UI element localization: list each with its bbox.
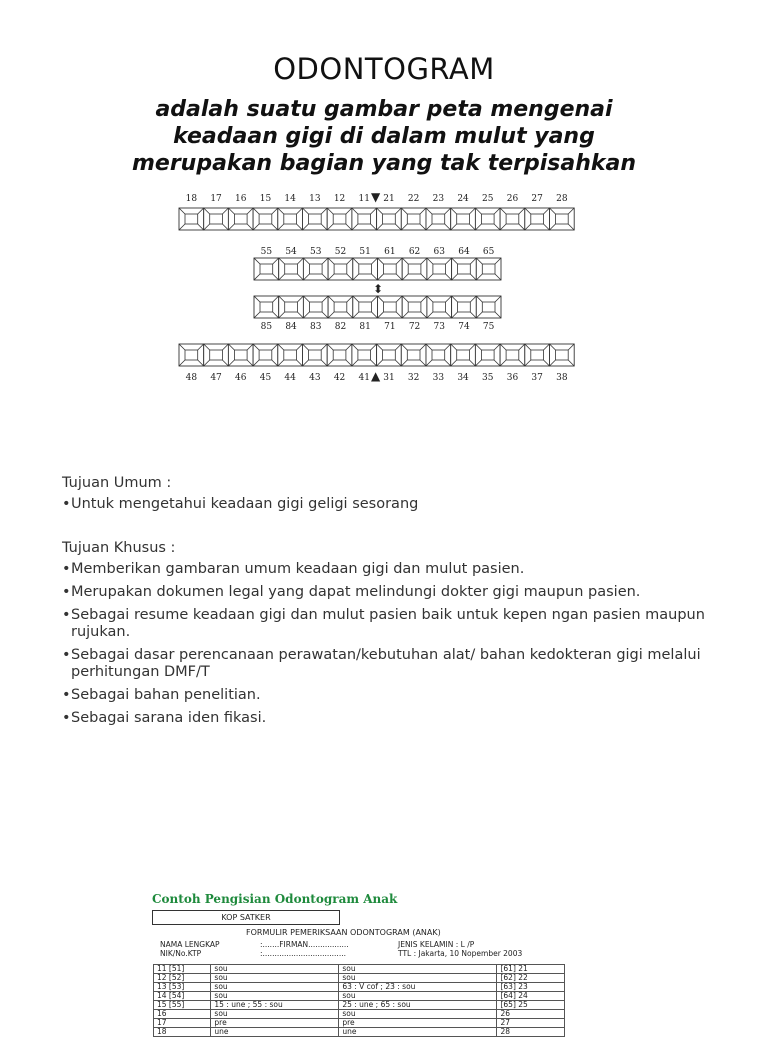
tooth-number: 27 bbox=[531, 194, 543, 204]
tooth-number: 15 bbox=[259, 194, 272, 204]
list-item: • Sebagai resume keadaan gigi dan mulut pasien baik untuk kepen ngan pasien maupun rujukan. bbox=[62, 607, 742, 641]
table-cell: sou bbox=[339, 974, 497, 983]
tooth-number: 83 bbox=[310, 322, 322, 332]
specific-heading: Tujuan Khusus : bbox=[62, 540, 176, 556]
tooth-center bbox=[285, 302, 298, 312]
tooth-center bbox=[359, 264, 372, 274]
odontogram-diagram bbox=[160, 178, 590, 390]
tooth-number: 37 bbox=[531, 373, 543, 383]
tooth-number: 47 bbox=[210, 373, 222, 383]
table-cell: sou bbox=[211, 983, 339, 992]
tooth-center bbox=[285, 264, 298, 274]
tooth-center bbox=[407, 350, 420, 360]
tooth-center bbox=[482, 264, 495, 274]
table-cell: sou bbox=[211, 974, 339, 983]
tooth-center bbox=[482, 302, 495, 312]
content-section bbox=[62, 474, 742, 733]
tooth-center bbox=[309, 302, 322, 312]
tooth-number: 45 bbox=[259, 373, 272, 383]
midline-marker: ▲ bbox=[370, 369, 381, 383]
tooth-number: 51 bbox=[359, 247, 371, 257]
nama-value: :.......FIRMAN................. bbox=[260, 940, 349, 949]
tooth-number: 21 bbox=[383, 194, 395, 204]
tooth-center bbox=[333, 214, 346, 224]
center-marker: ⬍ bbox=[372, 282, 384, 296]
tooth-center bbox=[359, 302, 372, 312]
tooth-number: 44 bbox=[284, 373, 296, 383]
tooth-number: 38 bbox=[556, 373, 568, 383]
tooth-center bbox=[433, 264, 446, 274]
tooth-number: 65 bbox=[482, 247, 495, 257]
tooth-center bbox=[333, 350, 346, 360]
table-cell: 25 : une ; 65 : sou bbox=[339, 1001, 497, 1010]
table-cell: sou bbox=[211, 992, 339, 1001]
tooth-center bbox=[432, 350, 445, 360]
table-cell: 26 bbox=[497, 1010, 565, 1019]
tooth-center bbox=[407, 214, 420, 224]
tooth-number: 73 bbox=[433, 322, 445, 332]
tooth-center bbox=[284, 350, 297, 360]
tooth-number: 72 bbox=[408, 322, 421, 332]
table-cell: 12 [52] bbox=[154, 974, 211, 983]
table-cell: 16 bbox=[154, 1010, 211, 1019]
tooth-number: 32 bbox=[407, 373, 420, 383]
tooth-center bbox=[556, 214, 569, 224]
table-cell: sou bbox=[339, 1010, 497, 1019]
tooth-number: 13 bbox=[309, 194, 321, 204]
tooth-center bbox=[284, 214, 297, 224]
nama-label: NAMA LENGKAP bbox=[160, 940, 220, 949]
table-cell: 15 : une ; 55 : sou bbox=[211, 1001, 339, 1010]
subtitle-area bbox=[0, 96, 768, 178]
tooth-center bbox=[408, 264, 421, 274]
list-item: • Memberikan gambaran umum keadaan gigi dan mulut pasien. bbox=[62, 561, 742, 578]
tooth-center bbox=[481, 214, 494, 224]
table-cell: [64] 24 bbox=[497, 992, 565, 1001]
tooth-center bbox=[259, 350, 272, 360]
form-heading: FORMULIR PEMERIKSAAN ODONTOGRAM (ANAK) bbox=[246, 928, 441, 937]
form-title: Contoh Pengisian Odontogram Anak bbox=[152, 892, 398, 906]
tooth-center bbox=[531, 350, 544, 360]
tooth-number: 82 bbox=[334, 322, 347, 332]
tooth-center bbox=[260, 302, 273, 312]
list-item: • Sebagai dasar perencanaan perawatan/kebutuhan alat/ bahan kedokteran gigi melalui perhitungan DMF/T bbox=[62, 647, 742, 681]
tooth-center bbox=[457, 214, 470, 224]
tooth-number: 63 bbox=[433, 247, 445, 257]
table-cell: 15 [55] bbox=[154, 1001, 211, 1010]
tooth-number: 26 bbox=[506, 194, 519, 204]
table-cell: sou bbox=[339, 965, 497, 974]
tooth-number: 34 bbox=[457, 373, 469, 383]
tooth-number: 81 bbox=[359, 322, 371, 332]
list-item: • Sebagai sarana iden fikasi. bbox=[62, 710, 742, 727]
tooth-center bbox=[384, 302, 397, 312]
tooth-number: 46 bbox=[235, 373, 247, 383]
list-item: • Sebagai bahan penelitian. bbox=[62, 687, 742, 704]
table-cell: sou bbox=[211, 965, 339, 974]
tooth-number: 31 bbox=[383, 373, 395, 383]
table-row bbox=[154, 1028, 565, 1037]
table-cell: sou bbox=[339, 992, 497, 1001]
kop-box: KOP SATKER bbox=[152, 910, 340, 925]
tooth-number: 41 bbox=[358, 373, 370, 383]
tooth-center bbox=[234, 350, 247, 360]
table-cell: pre bbox=[211, 1019, 339, 1028]
tooth-center bbox=[259, 214, 272, 224]
tooth-center bbox=[408, 302, 421, 312]
tooth-number: 43 bbox=[309, 373, 321, 383]
tooth-center bbox=[358, 214, 371, 224]
table-cell: 17 bbox=[154, 1019, 211, 1028]
tooth-number: 62 bbox=[408, 247, 421, 257]
tooth-center bbox=[210, 214, 223, 224]
table-cell: 18 bbox=[154, 1028, 211, 1037]
tooth-center bbox=[185, 214, 198, 224]
odontogram-svg bbox=[160, 178, 590, 390]
tooth-center bbox=[481, 350, 494, 360]
table-cell: 27 bbox=[497, 1019, 565, 1028]
tooth-center bbox=[506, 214, 519, 224]
list-item: • Untuk mengetahui keadaan gigi geligi sesorang bbox=[62, 496, 742, 513]
tooth-center bbox=[556, 350, 569, 360]
table-cell: 14 [54] bbox=[154, 992, 211, 1001]
tooth-number: 85 bbox=[260, 322, 273, 332]
tooth-number: 23 bbox=[432, 194, 445, 204]
tooth-number: 55 bbox=[260, 247, 273, 257]
table-cell: sou bbox=[211, 1010, 339, 1019]
jk-label: JENIS KELAMIN : L /P bbox=[398, 940, 475, 949]
tooth-center bbox=[458, 302, 471, 312]
tooth-number: 42 bbox=[333, 373, 346, 383]
table-cell: [65] 25 bbox=[497, 1001, 565, 1010]
tooth-center bbox=[234, 214, 247, 224]
list-item: • Merupakan dokumen legal yang dapat melindungi dokter gigi maupun pasien. bbox=[62, 584, 742, 601]
tooth-number: 74 bbox=[458, 322, 470, 332]
tooth-center bbox=[458, 264, 471, 274]
tooth-number: 54 bbox=[285, 247, 297, 257]
tooth-number: 61 bbox=[384, 247, 396, 257]
tooth-number: 71 bbox=[384, 322, 396, 332]
tooth-number: 11 bbox=[358, 194, 370, 204]
form-table bbox=[153, 964, 565, 1037]
tooth-number: 36 bbox=[506, 373, 519, 383]
tooth-center bbox=[309, 350, 322, 360]
tooth-number: 35 bbox=[482, 373, 494, 383]
ttl-label: TTL : Jakarta, 10 Nopember 2003 bbox=[398, 949, 523, 958]
tooth-number: 53 bbox=[310, 247, 322, 257]
tooth-number: 25 bbox=[482, 194, 494, 204]
tooth-number: 52 bbox=[334, 247, 347, 257]
tooth-center bbox=[334, 302, 347, 312]
tooth-center bbox=[309, 214, 322, 224]
page-title: ODONTOGRAM bbox=[273, 52, 495, 86]
nik-label: NIK/No.KTP bbox=[160, 949, 202, 958]
table-cell: une bbox=[211, 1028, 339, 1037]
general-list bbox=[62, 496, 742, 513]
table-cell: [61] 21 bbox=[497, 965, 565, 974]
table-cell: pre bbox=[339, 1019, 497, 1028]
tooth-center bbox=[309, 264, 322, 274]
tooth-center bbox=[432, 214, 445, 224]
tooth-number: 22 bbox=[407, 194, 420, 204]
table-cell: [63] 23 bbox=[497, 983, 565, 992]
tooth-center bbox=[433, 302, 446, 312]
tooth-number: 16 bbox=[235, 194, 247, 204]
tooth-center bbox=[457, 350, 470, 360]
general-heading: Tujuan Umum : bbox=[62, 475, 172, 491]
page-subtitle: adalah suatu gambar peta mengenai keadaan gigi di dalam mulut yang merupakan bagian yang tak terpisahkan bbox=[131, 97, 637, 176]
nik-value: :................................... bbox=[260, 949, 346, 958]
tooth-number: 75 bbox=[482, 322, 495, 332]
table-cell: 13 [53] bbox=[154, 983, 211, 992]
tooth-center bbox=[358, 350, 371, 360]
tooth-number: 12 bbox=[333, 194, 346, 204]
tooth-number: 18 bbox=[185, 194, 198, 204]
table-cell: 11 [51] bbox=[154, 965, 211, 974]
tooth-center bbox=[383, 350, 396, 360]
tooth-center bbox=[210, 350, 223, 360]
tooth-number: 64 bbox=[458, 247, 470, 257]
tooth-number: 84 bbox=[285, 322, 297, 332]
tooth-center bbox=[383, 214, 396, 224]
tooth-number: 17 bbox=[210, 194, 222, 204]
tooth-center bbox=[260, 264, 273, 274]
tooth-number: 28 bbox=[556, 194, 568, 204]
tooth-center bbox=[531, 214, 544, 224]
tooth-number: 24 bbox=[457, 194, 469, 204]
table-cell: [62] 22 bbox=[497, 974, 565, 983]
tooth-center bbox=[185, 350, 198, 360]
table-cell: 28 bbox=[497, 1028, 565, 1037]
table-cell: 63 : V cof ; 23 : sou bbox=[339, 983, 497, 992]
tooth-number: 14 bbox=[284, 194, 296, 204]
tooth-center bbox=[334, 264, 347, 274]
tooth-number: 33 bbox=[432, 373, 445, 383]
tooth-center bbox=[506, 350, 519, 360]
table-cell: une bbox=[339, 1028, 497, 1037]
specific-list bbox=[62, 561, 742, 727]
tooth-center bbox=[384, 264, 397, 274]
form-example-image bbox=[150, 892, 570, 1036]
midline-marker: ▼ bbox=[370, 190, 381, 204]
tooth-number: 48 bbox=[185, 373, 198, 383]
